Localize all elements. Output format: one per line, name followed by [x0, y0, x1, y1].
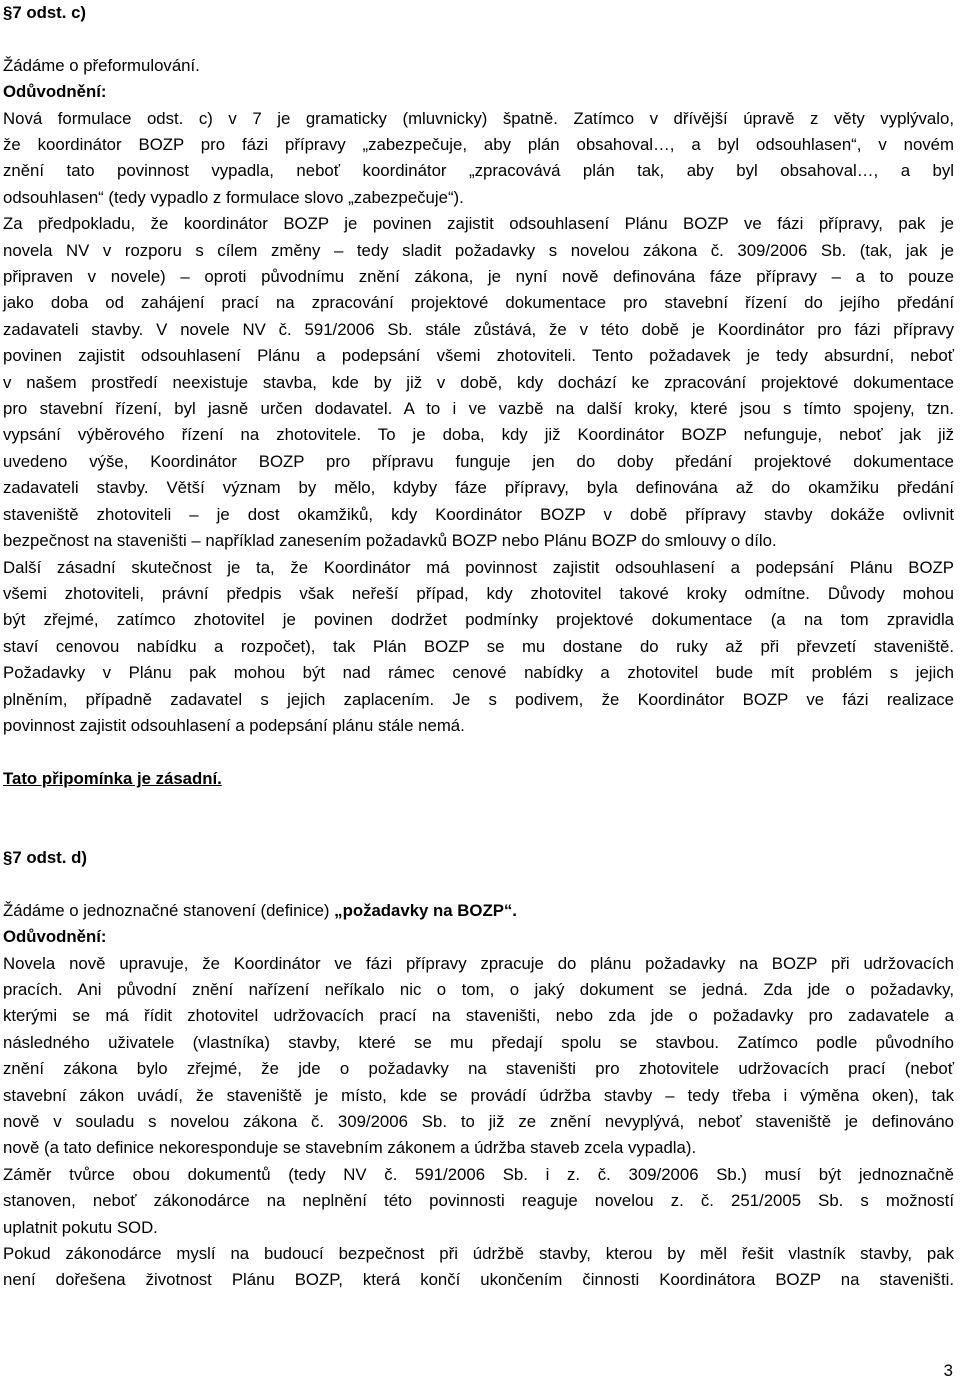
- body-line: odsouhlasen“ (tedy vypadlo z formulace slovo „zabezpečuje“).: [3, 187, 464, 207]
- body-line: stanoven, neboť zákonodárce na neplnění této povinnosti reaguje novelou z. č. 251/2005 Sb. s možností: [3, 1191, 954, 1211]
- page-number: 3: [943, 1361, 953, 1380]
- body-line: v našem prostředí neexistuje stavba, kde by již v době, kdy dochází ke zpracování projektové dokumentace: [3, 372, 954, 392]
- spacer: [3, 26, 954, 52]
- body-line: připraven v novele) – oproti původnímu znění zákona, je nyní nově definována fáze přípravy – a to pouze: [3, 267, 954, 287]
- body-line: nově v souladu s novelou zákona č. 309/2006 Sb. to již ze znění nevyplývá, neboť staveniště je definováno: [3, 1111, 954, 1131]
- body-line: povinen zajistit odsouhlasení Plánu a podepsání všemi zhotoviteli. Tento požadavek je tedy absurdní, neboť: [3, 346, 954, 366]
- request-term-d: „požadavky na BOZP“.: [334, 900, 517, 920]
- section-heading-d: §7 odst. d): [3, 847, 87, 867]
- body-line: Pokud zákonodárce myslí na budoucí bezpečnost při údržbě stavby, kterou by měl řešit vlastník stavby, pak: [3, 1244, 954, 1264]
- spacer: [3, 819, 954, 845]
- request-text-d: [3, 898, 954, 924]
- request-prefix-d: Žádáme o jednoznačné stanovení (definice): [3, 900, 335, 920]
- request-text-c: Žádáme o přeformulování.: [3, 55, 200, 75]
- body-line: znění zákona bylo zřejmé, že jde o požadavky na staveništi pro zhotovitele udržovacích prací (neboť: [3, 1059, 954, 1079]
- body-line: zadavateli stavby. Větší význam by mělo, kdyby fáze přípravy, byla definována až do okamžiku předání: [3, 478, 954, 498]
- body-line: plněním, případně zadavatel s jejich zaplacením. Je s podivem, že Koordinátor BOZP ve fázi realizace: [3, 689, 954, 709]
- spacer: [3, 792, 954, 818]
- body-line: jako doba od zahájení prací na zpracování projektové dokumentace pro stavební řízení do jejího předání: [3, 293, 954, 313]
- body-line: kterými se má řídit zhotovitel udržovacích prací na staveništi, nebo zda jde o požadavky pro zadavatele a: [3, 1006, 954, 1026]
- body-line: zadavateli stavby. V novele NV č. 591/2006 Sb. stále zůstává, že v této době je Koordinátor pro fázi přípravy: [3, 319, 954, 339]
- body-line: Další zásadní skutečnost je ta, že Koordinátor má povinnost zajistit odsouhlasení a podepsání Plánu BOZP: [3, 557, 954, 577]
- document-body: [3, 0, 954, 1294]
- justification-label-c: Odůvodnění:: [3, 82, 107, 102]
- body-line: Záměr tvůrce obou dokumentů (tedy NV č. 591/2006 Sb. i z. č. 309/2006 Sb.) musí být jednoznačně: [3, 1164, 954, 1184]
- body-line: staveniště zhotoviteli – je dost okamžiků, kdy Koordinátor BOZP v době přípravy stavby dokáže ovlivnit: [3, 504, 954, 524]
- body-line: následného uživatele (vlastníka) stavby, které se mu předají spolu se stavbou. Zatímco podle původního: [3, 1032, 954, 1052]
- conclusion-c: Tato připomínka je zásadní.: [3, 768, 222, 788]
- body-line: Požadavky v Plánu pak mohou být nad rámec cenové nabídky a zhotovitel bude mít problém s jejich: [3, 663, 954, 683]
- justification-label-d: Odůvodnění:: [3, 927, 107, 947]
- spacer: [3, 871, 954, 897]
- body-line: novela NV v rozporu s cílem změny – tedy sladit požadavky s novelou zákona č. 309/2006 Sb. (tak, jak je: [3, 240, 954, 260]
- section-heading-c: §7 odst. c): [3, 3, 86, 22]
- body-line: pracích. Ani původní znění nařízení neříkalo nic o tom, o jaký dokument se jedná. Zda jde o požadavky,: [3, 979, 954, 999]
- body-line: uvedeno výše, Koordinátor BOZP pro přípravu funguje jen do doby předání projektové dokumentace: [3, 451, 954, 471]
- body-line: povinnost zajistit odsouhlasení a podepsání plánu stále nemá.: [3, 715, 465, 735]
- body-line: není dořešena životnost Plánu BOZP, která končí ukončením činnosti Koordinátora BOZP na staveništi.: [3, 1270, 954, 1290]
- body-line: pro stavební řízení, byl jasně určen dodavatel. A to i ve vazbě na další kroky, které jsou s tímto spojeny, tzn.: [3, 399, 954, 419]
- body-line: Nová formulace odst. c) v 7 je gramaticky (mluvnicky) špatně. Zatímco v dřívější úpravě z věty vyplývalo,: [3, 108, 954, 128]
- body-line: znění tato povinnost vypadla, neboť koordinátor „zpracovává plán tak, aby byl obsahoval…, a byl: [3, 161, 954, 181]
- spacer: [3, 739, 954, 765]
- body-line: nově (a tato definice nekoresponduje se stavebním zákonem a údržba staveb zcela vypadla).: [3, 1138, 697, 1158]
- body-line: staví cenovou nabídku a rozpočet), tak Plán BOZP se mu dostane do ruky až při převzetí staveniště.: [3, 636, 954, 656]
- body-line: Novela nově upravuje, že Koordinátor ve fázi přípravy zpracuje do plánu požadavky na BOZP při udržovacích: [3, 953, 954, 973]
- body-line: Za předpokladu, že koordinátor BOZP je povinen zajistit odsouhlasení Plánu BOZP ve fázi přípravy, pak je: [3, 214, 954, 234]
- body-line: vypsání výběrového řízení na zhotovitele. To je doba, kdy již Koordinátor BOZP nefunguje, neboť jak již: [3, 425, 954, 445]
- body-line: být zřejmé, zatímco zhotovitel je povinen dodržet podmínky projektové dokumentace (a na tom zpravidla: [3, 610, 954, 630]
- body-line: všemi zhotoviteli, právní předpis však neřeší případ, kdy zhotovitel takové kroky odmítne. Důvody mohou: [3, 583, 954, 603]
- body-line: že koordinátor BOZP pro fázi přípravy „zabezpečuje, aby plán obsahoval…, a byl odsouhlasen“, v novém: [3, 135, 954, 155]
- body-line: uplatnit pokutu SOD.: [3, 1217, 158, 1237]
- body-line: stavební zákon uvádí, že staveniště je místo, kde se provádí údržba stavby – tedy třeba i výměna oken), tak: [3, 1085, 954, 1105]
- body-line: bezpečnost na staveništi – například zanesením požadavků BOZP nebo Plánu BOZP do smlouvy o dílo.: [3, 531, 777, 551]
